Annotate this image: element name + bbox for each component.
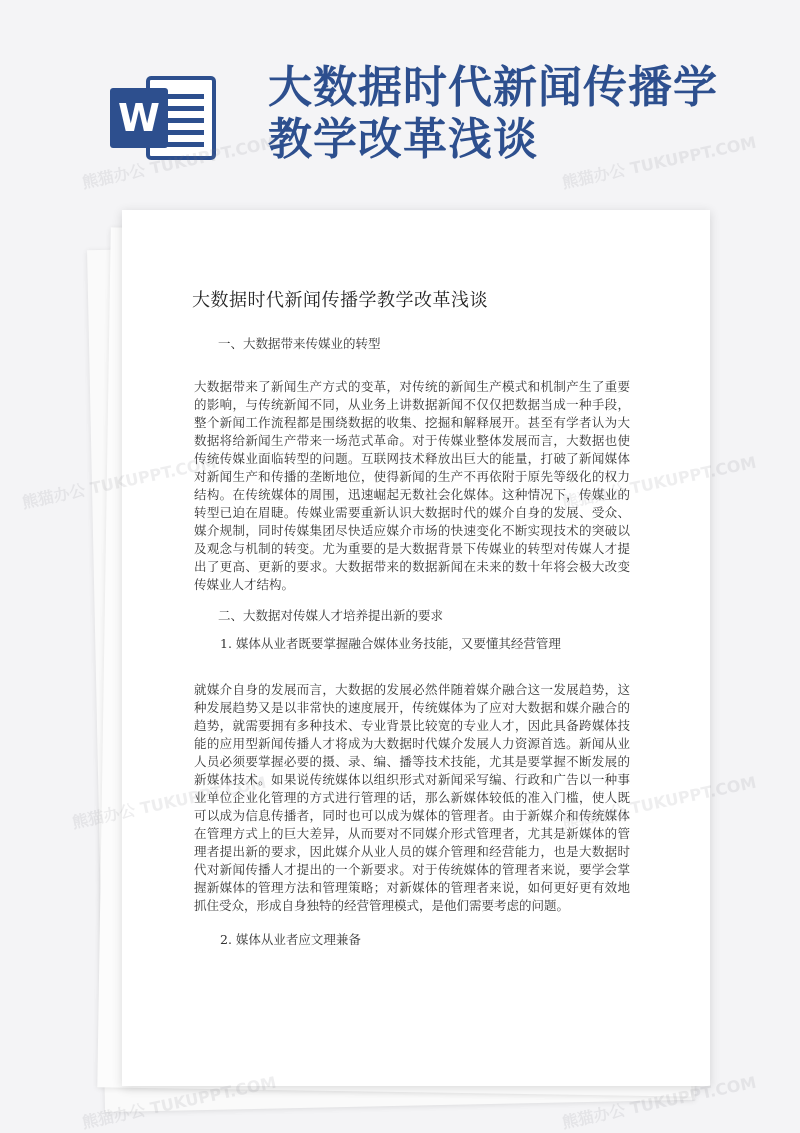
section-heading-1: 一、大数据带来传媒业的转型 bbox=[218, 336, 381, 351]
page-title-line-1: 大数据时代新闻传播学 bbox=[268, 62, 718, 113]
subsection-1-paragraph: 就媒介自身的发展而言，大数据的发展必然伴随着媒介融合这一发展趋势，这种发展趋势又是以非常快的速度展开，传统媒体为了应对大数据和媒介融合的趋势，就需要拥有多种技术、专业背景比较宽的专业人才，因此具备跨媒体技能的应用型新闻传播人才将成为大数据时代媒介发展人力资源首选。新闻从业人员必须要掌握必要的摄、录、编、播等技术技能，尤其是要掌握不断发展的新媒体技术。如果说传统媒体以组织形式对新闻采写编、行政和广告以一种事业单位企业化管理的方式进行管理的话，那么新媒体较低的准入门槛，使人既可以成为信息传播者，同时也可以成为媒体的管理者。由于新媒介和传统媒体在管理方式上的巨大差异，从而要对不同媒介形式管理者，尤其是新媒体的管理者提出新的要求，因此媒介从业人员的媒介管理和经营能力，也是大数据时代对新闻传播人才提出的一个新要求。对于传统媒体的管理者来说，要学会掌握新媒体的管理方法和管理策略；对新媒体的管理者来说，如何更好更有效地抓住受众，形成自身独特的经营管理模式，是他们需要考虑的问题。 bbox=[194, 682, 630, 913]
subsection-heading-1: 1. 媒体从业者既要掌握融合媒体业务技能，又要懂其经营管理 bbox=[220, 636, 561, 651]
watermark: 熊猫办公 bbox=[80, 1100, 147, 1133]
watermark: 熊猫办公 bbox=[20, 480, 87, 513]
subsection-heading-2: 2. 媒体从业者应文理兼备 bbox=[220, 932, 361, 947]
section-1-paragraph: 大数据带来了新闻生产方式的变革，对传统的新闻生产模式和机制产生了重要的影响，与传统新闻不同，从业务上讲数据新闻不仅仅把数据当成一种手段，整个新闻工作流程都是围绕数据的收集、挖掘和解释展开。甚至有学者认为大数据将给新闻生产带来一场范式革命。对于传媒业整体发展而言，大数据也使传统传媒业面临转型的问题。互联网技术释放出巨大的能量，打破了新闻媒体对新闻生产和传播的垄断地位，使得新闻的生产不再依附于原先等级化的权力结构。在传统媒体的周围，迅速崛起无数社会化媒体。这种情况下，传媒业的转型已迫在眉睫。传媒业需要重新认识大数据时代的媒介自身的发展、受众、媒介规制，同时传媒集团尽快适应媒介市场的快速变化不断实现技术的突破以及观念与机制的转变。尤为重要的是大数据背景下传媒业的转型对传媒人才提出了更高、更新的要求。大数据带来的数据新闻在未来的数十年将会极大改变传媒业人才结构。 bbox=[194, 379, 630, 592]
svg-text:W: W bbox=[118, 96, 160, 140]
document-page bbox=[122, 210, 710, 1086]
word-document-icon bbox=[108, 68, 218, 168]
watermark: 熊猫办公 TUKUPPT.COM bbox=[560, 1072, 758, 1133]
document-title: 大数据时代新闻传播学教学改革浅谈 bbox=[192, 290, 488, 311]
watermark: 熊猫办公 TUKUPPT.COM bbox=[560, 132, 758, 193]
section-heading-2: 二、大数据对传媒人才培养提出新的要求 bbox=[218, 608, 444, 623]
watermark: 熊猫办公 TUKUPPT.COM bbox=[80, 132, 278, 193]
page-title-line-2: 教学改革浅谈 bbox=[268, 114, 538, 165]
page-header bbox=[0, 0, 800, 210]
